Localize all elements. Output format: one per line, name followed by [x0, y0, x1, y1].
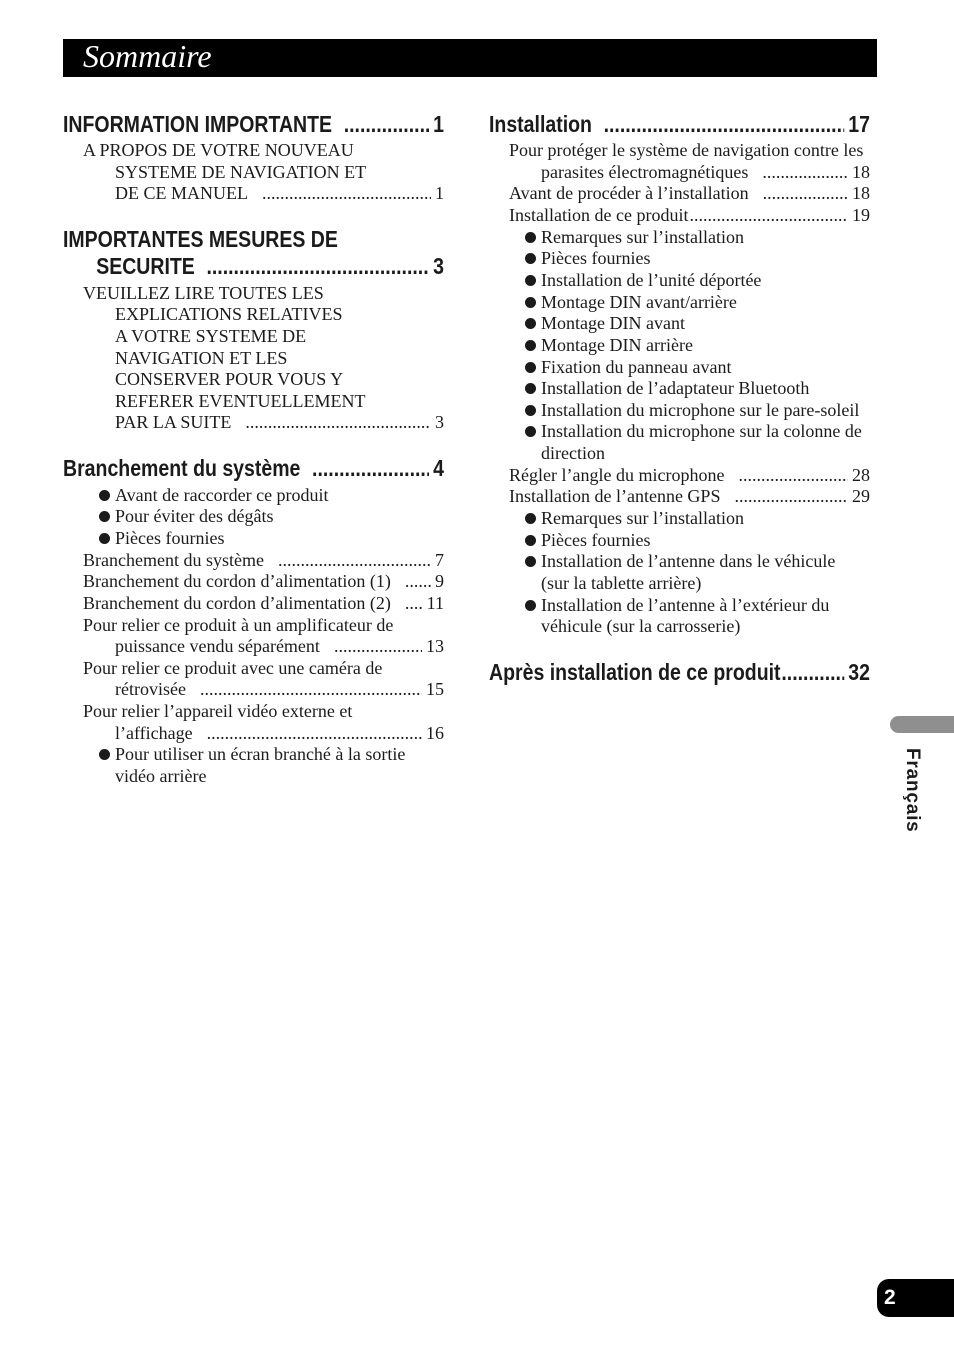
toc-entry-line [489, 335, 870, 357]
bullet-icon [525, 383, 536, 394]
section-heading [63, 253, 444, 280]
toc-bullet-item [489, 421, 870, 464]
toc-entry [63, 593, 444, 615]
toc-entry-text: rétrovisée [115, 679, 186, 700]
toc-entry-line [489, 162, 870, 184]
toc-entry-line [63, 701, 444, 723]
language-label: Français [902, 748, 923, 833]
toc-entry-text: Pour utiliser un écran branché à la sortie [115, 744, 406, 765]
toc-bullet-item [63, 506, 444, 528]
toc-bullet-item [489, 400, 870, 422]
bullet-icon [99, 749, 110, 760]
toc-entry-line [63, 283, 444, 305]
page-number: 29 [852, 486, 870, 507]
toc-entry-text: Installation de l’antenne dans le véhicule [541, 551, 836, 572]
page-number: 4 [433, 455, 444, 482]
toc-entry-text: l’affichage [115, 722, 193, 743]
toc-entry-line [63, 550, 444, 572]
toc-entry-line [63, 369, 444, 391]
toc-entry [63, 701, 444, 744]
bullet-icon [99, 533, 110, 544]
toc-entry-text: Régler l’angle du microphone [509, 464, 725, 485]
toc-entry-text: Fixation du panneau avant [541, 356, 732, 377]
toc-section [489, 659, 870, 686]
bullet-icon [525, 340, 536, 351]
toc-entry-text: DE CE MANUEL [115, 183, 248, 204]
section-heading-text: Branchement du système [63, 455, 301, 482]
bullet-icon [525, 253, 536, 264]
toc-entry-line [489, 400, 870, 422]
page-number: 28 [852, 464, 870, 485]
toc-entry-line [489, 205, 870, 227]
toc-entry-line [63, 528, 444, 550]
toc-entry-line [489, 595, 870, 617]
toc-entry-text: NAVIGATION ET LES [115, 347, 288, 368]
toc-entry-line [489, 248, 870, 270]
page-number: 15 [426, 679, 444, 700]
toc-entries [63, 485, 444, 788]
toc-entry-line [489, 530, 870, 552]
section-heading-text: IMPORTANTES MESURES DE [63, 226, 338, 253]
dot-leader [405, 593, 423, 615]
dot-leader [344, 111, 429, 138]
toc-entry-text: véhicule (sur la carrosserie) [541, 616, 741, 637]
toc-entry-text: Pour éviter des dégâts [115, 506, 274, 527]
toc-entry-text: CONSERVER POUR VOUS Y [115, 369, 344, 390]
toc-entry-text: Installation du microphone sur le pare-soleil [541, 399, 860, 420]
toc-bullet-item [489, 335, 870, 357]
section-heading-text: SECURITE [96, 253, 195, 280]
toc-entry [63, 658, 444, 701]
toc-entry-text: Montage DIN avant [541, 313, 685, 334]
toc-entry-text: A PROPOS DE VOTRE NOUVEAU [83, 140, 354, 161]
bullet-icon [525, 600, 536, 611]
bullet-icon [525, 405, 536, 416]
section-heading [489, 111, 870, 138]
toc-entry-text: Pour protéger le système de navigation contre les [509, 140, 864, 161]
toc-entry-line [489, 616, 870, 638]
dot-leader [738, 465, 848, 487]
toc-entry [63, 140, 444, 205]
toc-bullet-item [489, 227, 870, 249]
toc-entry-line [63, 593, 444, 615]
toc-bullet-item [489, 313, 870, 335]
toc-entries [63, 140, 444, 205]
toc-entry-text: PAR LA SUITE [115, 412, 232, 433]
toc-entry-line [63, 412, 444, 434]
toc-entry-text: Montage DIN avant/arrière [541, 291, 737, 312]
toc-entry-text: VEUILLEZ LIRE TOUTES LES [83, 282, 324, 303]
bullet-icon [525, 232, 536, 243]
toc-entry-text: Installation de l’unité déportée [541, 269, 762, 290]
page-number: 1 [433, 110, 444, 137]
toc-entry-text: parasites électromagnétiques [541, 161, 749, 182]
toc-entry-line [489, 573, 870, 595]
page-number-label: 2 [884, 1286, 896, 1309]
toc-entry-line [489, 443, 870, 465]
toc-bullet-item [489, 292, 870, 314]
toc-entry-line [63, 304, 444, 326]
dot-leader [245, 412, 431, 434]
toc-entry-line [489, 313, 870, 335]
toc-entry-line [489, 378, 870, 400]
toc-entry-text: SYSTEME DE NAVIGATION ET [115, 161, 367, 182]
toc-entry-text: Remarques sur l’installation [541, 226, 744, 247]
toc-entry-text: Installation de l’adaptateur Bluetooth [541, 378, 810, 399]
section-heading [63, 111, 444, 138]
toc-entry-text: Branchement du cordon d’alimentation (1) [83, 571, 391, 592]
bullet-icon [525, 297, 536, 308]
toc-entry-text: puissance vendu séparément [115, 636, 320, 657]
toc-entry-line [489, 227, 870, 249]
toc-bullet-item [489, 248, 870, 270]
dot-leader [734, 486, 848, 508]
dot-leader [262, 183, 431, 205]
toc-entry [63, 283, 444, 434]
page-title: Sommaire [83, 38, 212, 74]
toc-entry-text: vidéo arrière [115, 766, 207, 787]
toc-entry [489, 486, 870, 508]
toc-entry [489, 183, 870, 205]
toc-bullet-item [489, 378, 870, 400]
toc-entry-line [63, 679, 444, 701]
page-number: 3 [433, 253, 444, 280]
toc-entry-text: Installation de ce produit [509, 205, 689, 226]
toc-entry-line [63, 391, 444, 413]
dot-leader [405, 571, 431, 593]
toc-section [63, 226, 444, 434]
toc-entry [489, 140, 870, 183]
toc-entry-line [63, 140, 444, 162]
toc-entry-line [63, 162, 444, 184]
toc-entry-text: Installation de l’antenne à l’extérieur du [541, 594, 830, 615]
toc-entry-line [63, 571, 444, 593]
dot-leader [206, 253, 429, 280]
toc-entry-text: direction [541, 443, 605, 464]
page-number: 9 [435, 571, 444, 592]
page-number: 3 [435, 412, 444, 433]
section-heading [63, 226, 444, 253]
section-heading-text: INFORMATION IMPORTANTE [63, 110, 333, 137]
dot-leader [312, 455, 429, 482]
page-number: 16 [426, 722, 444, 743]
toc-entry-text: Pour relier ce produit à un amplificateur de [83, 614, 394, 635]
toc-entry-line [63, 506, 444, 528]
section-heading-text: Installation [489, 110, 592, 137]
toc-entry-line [489, 421, 870, 443]
page-number: 11 [426, 592, 444, 613]
dot-leader [334, 636, 422, 658]
dot-leader [200, 679, 422, 701]
toc-entry-text: EXPLICATIONS RELATIVES [115, 304, 343, 325]
toc-entry-line [63, 615, 444, 637]
toc-entry-line [63, 485, 444, 507]
bullet-icon [525, 513, 536, 524]
bullet-icon [99, 490, 110, 501]
language-tab [890, 716, 954, 733]
toc-bullet-item [489, 508, 870, 530]
toc-entry-text: Pièces fournies [541, 248, 651, 269]
toc-entry-text: Pièces fournies [115, 527, 225, 548]
toc-entry [63, 571, 444, 593]
toc-entry-text: A VOTRE SYSTEME DE [115, 325, 307, 346]
toc-bullet-item [489, 595, 870, 638]
toc-bullet-item [489, 270, 870, 292]
title-bar [63, 39, 877, 77]
bullet-icon [525, 426, 536, 437]
page-number: 13 [426, 636, 444, 657]
toc-entry-text: Avant de raccorder ce produit [115, 484, 329, 505]
dot-leader [604, 111, 845, 138]
page-number: 7 [435, 549, 444, 570]
toc-left-column [63, 111, 444, 788]
dot-leader [207, 723, 422, 745]
toc-entry-line [489, 292, 870, 314]
toc-entry-text: Pièces fournies [541, 529, 651, 550]
toc-bullet-item [63, 485, 444, 507]
toc-entry-line [489, 270, 870, 292]
toc-entry-line [489, 465, 870, 487]
bullet-icon [525, 275, 536, 286]
toc-right-column [489, 111, 870, 686]
toc-entry [489, 465, 870, 487]
toc-entry-text: (sur la tablette arrière) [541, 572, 702, 593]
toc-entry-line [489, 357, 870, 379]
toc-entry-text: Installation du microphone sur la colonne de [541, 421, 862, 442]
toc-entry-text: Installation de l’antenne GPS [509, 486, 721, 507]
bullet-icon [99, 511, 110, 522]
page-number: 19 [852, 205, 870, 226]
toc-entry-line [489, 508, 870, 530]
dot-leader [762, 162, 848, 184]
toc-bullet-item [489, 357, 870, 379]
toc-entry-line [63, 766, 444, 788]
toc-entry-line [489, 551, 870, 573]
dot-leader [278, 550, 431, 572]
toc-entry-line [489, 140, 870, 162]
toc-entry-text: Remarques sur l’installation [541, 507, 744, 528]
toc-bullet-item [489, 530, 870, 552]
page-number: 32 [848, 658, 870, 685]
dot-leader [689, 205, 848, 227]
toc-section [63, 111, 444, 206]
toc-entry-text: Montage DIN arrière [541, 334, 693, 355]
toc-entry-text: Branchement du cordon d’alimentation (2) [83, 592, 391, 613]
toc-entry-line [489, 486, 870, 508]
section-heading [489, 659, 870, 686]
dot-leader [763, 183, 848, 205]
toc-entry-line [63, 744, 444, 766]
toc-entry-line [63, 183, 444, 205]
toc-entry [489, 205, 870, 227]
toc-entry-text: Pour relier ce produit avec une caméra de [83, 657, 383, 678]
page-number: 1 [435, 183, 444, 204]
toc-entry-line [63, 348, 444, 370]
section-heading [63, 455, 444, 482]
dot-leader [781, 659, 844, 686]
page-number: 17 [848, 110, 870, 137]
bullet-icon [525, 318, 536, 329]
page-number-tab [877, 1279, 954, 1317]
toc-entry-line [63, 723, 444, 745]
page-number: 18 [852, 161, 870, 182]
toc-entry [63, 550, 444, 572]
toc-entry-line [489, 183, 870, 205]
toc-entry-text: REFERER EVENTUELLEMENT [115, 390, 366, 411]
bullet-icon [525, 535, 536, 546]
toc-section [63, 455, 444, 788]
section-heading-text: Après installation de ce produit [489, 658, 781, 685]
page-number: 18 [852, 183, 870, 204]
toc-entry-line [63, 326, 444, 348]
toc-entry-line [63, 658, 444, 680]
toc-entry-line [63, 636, 444, 658]
toc-bullet-item [489, 551, 870, 594]
bullet-icon [525, 362, 536, 373]
toc-bullet-item [63, 528, 444, 550]
toc-entry-text: Avant de procéder à l’installation [509, 183, 749, 204]
toc-bullet-item [63, 744, 444, 787]
bullet-icon [525, 556, 536, 567]
toc-entry [63, 615, 444, 658]
toc-entry-text: Pour relier l’appareil vidéo externe et [83, 701, 353, 722]
toc-section [489, 111, 870, 638]
toc-entry-text: Branchement du système [83, 549, 264, 570]
toc-entries [63, 283, 444, 434]
toc-entries [489, 140, 870, 638]
